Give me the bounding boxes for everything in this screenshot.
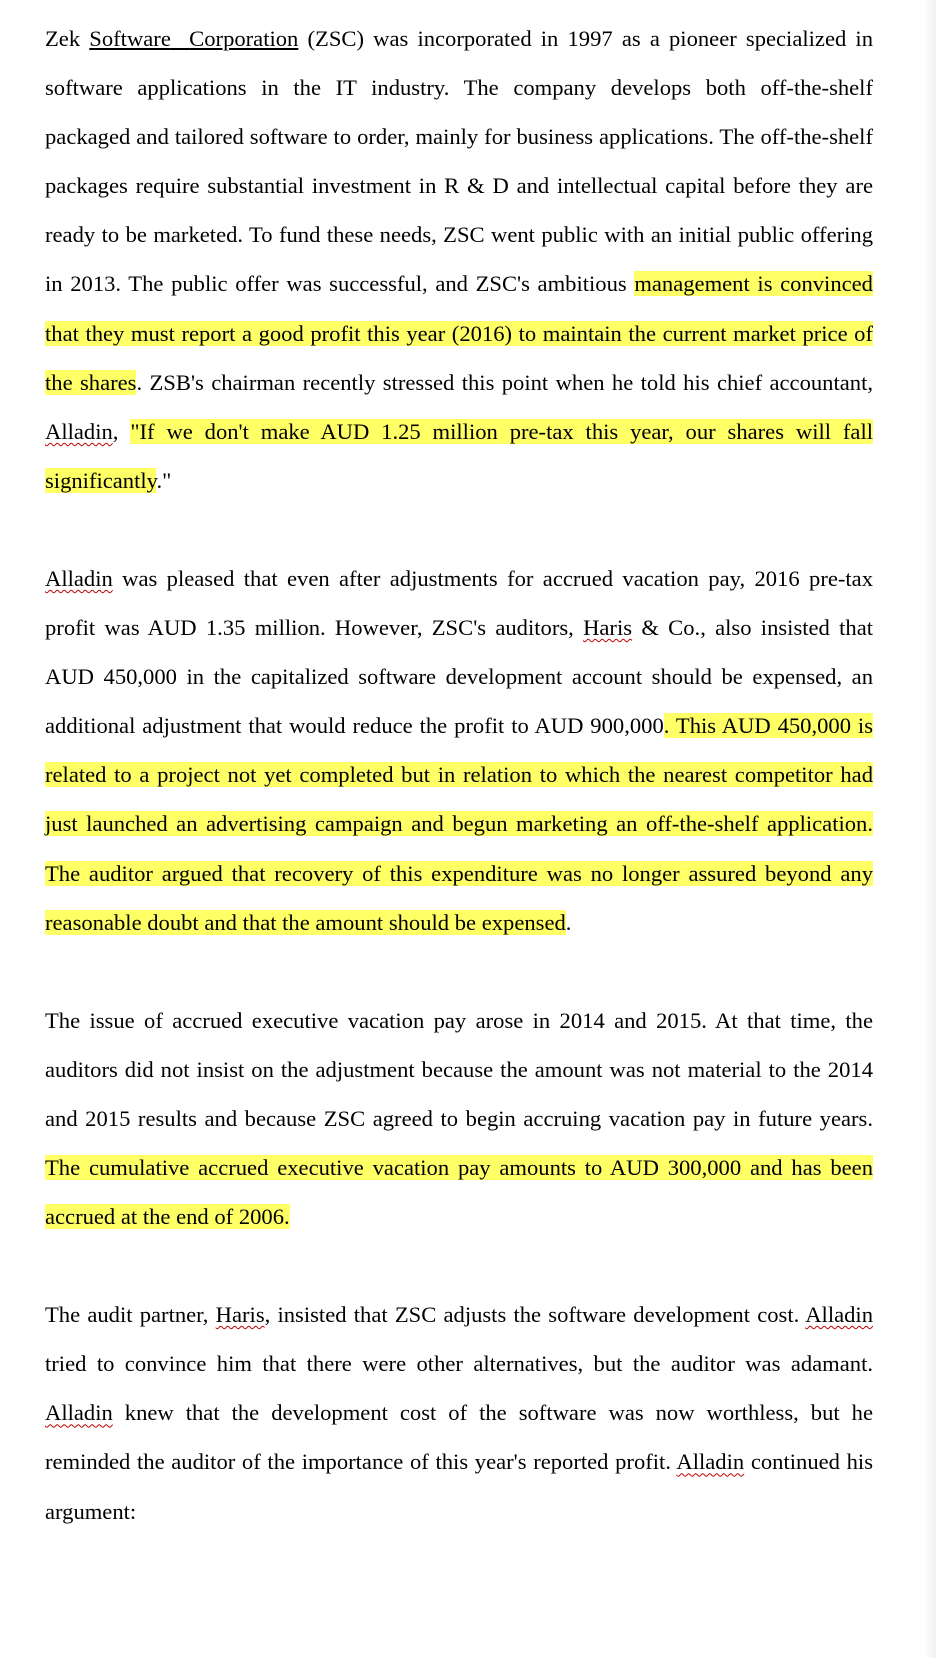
text-run: (ZSC) was incorporated in 1997 as a pioneer specialized in software applications in the IT industry. The company develops both off-the-shelf packaged and tailored software to order, mainly for business applications. The off-the-shelf packages require substantial investment in R & D and intellectual capital before they are ready to be marketed. To fund these needs, ZSC went public with an initial public offering in 2013. The public offer was successful, and ZSC's ambitious (45, 26, 874, 297)
text-run: knew that the development cost of the software was now worthless, but he reminded the auditor of the importance of this year's reported profit. (45, 1400, 873, 1475)
text-run: The audit partner, (45, 1302, 216, 1328)
text-run: was pleased that even after adjustments for accrued vacation pay, 2016 pre-tax profit was AUD 1.35 million. However, ZSC's auditors, (45, 565, 873, 641)
spellcheck-word-alladin: Alladin (805, 1302, 873, 1328)
highlighted-text-vacation-pay: The cumulative accrued executive vacation pay amounts to AUD 300,000 and has been accrued at the end of 2006. (45, 1154, 873, 1230)
underlined-word-software: Software (89, 26, 171, 51)
spellcheck-word-alladin: Alladin (45, 565, 113, 591)
spellcheck-word-haris: Haris (583, 615, 633, 641)
underlined-space (171, 26, 189, 51)
text-run: ." (156, 467, 172, 493)
spellcheck-word-haris: Haris (215, 1302, 265, 1328)
spellcheck-word-alladin: Alladin (45, 1400, 113, 1426)
highlighted-quote-chairman: "If we don't make AUD 1.25 million pre-tax this year, our shares will fall significantly (45, 418, 874, 493)
spellcheck-word-alladin: Alladin (676, 1449, 745, 1475)
text-run: . ZSB's chairman recently stressed this point when he told his chief accountant, (136, 369, 873, 395)
text-run: , (112, 418, 131, 444)
highlighted-text-management: management is convinced that they must report a good profit this year (2016) to maintain the current market price of the shares (45, 271, 873, 395)
paragraph-audit-adjustment (45, 554, 873, 947)
text-run: tried to convince him that there were other alternatives, but the auditor was adamant. (45, 1351, 873, 1377)
paragraph-vacation-pay (45, 996, 873, 1241)
page-right-edge (924, 0, 936, 1658)
highlighted-text-project: . This AUD 450,000 is related to a project not yet completed but in relation to which the nearest competitor had just launched an advertising campaign and begun marketing an off-the-shelf application. The auditor argued that recovery of this expenditure was no longer assured beyond any reasonable doubt and that the amount should be expensed (45, 713, 873, 935)
paragraph-audit-partner (45, 1290, 873, 1535)
text-run: continued his argument: (45, 1449, 873, 1524)
underlined-word-corporation: Corporation (189, 26, 299, 51)
text-run: . (565, 909, 572, 935)
text-run: , insisted that ZSC adjusts the software development cost. (264, 1302, 806, 1328)
spellcheck-word-alladin: Alladin (45, 418, 113, 444)
text-run: The issue of accrued executive vacation pay arose in 2014 and 2015. At that time, the auditors did not insist on the adjustment because the amount was not material to the 2014 and 2015 results and because ZSC agreed to begin accruing vacation pay in future years. (45, 1007, 873, 1131)
text-run: & Co., also insisted that AUD 450,000 in the capitalized software development account should be expensed, an additional adjustment that would reduce the profit to AUD 900,000 (45, 615, 874, 739)
text-run: Zek (45, 26, 90, 51)
paragraph-company-background (45, 14, 873, 505)
